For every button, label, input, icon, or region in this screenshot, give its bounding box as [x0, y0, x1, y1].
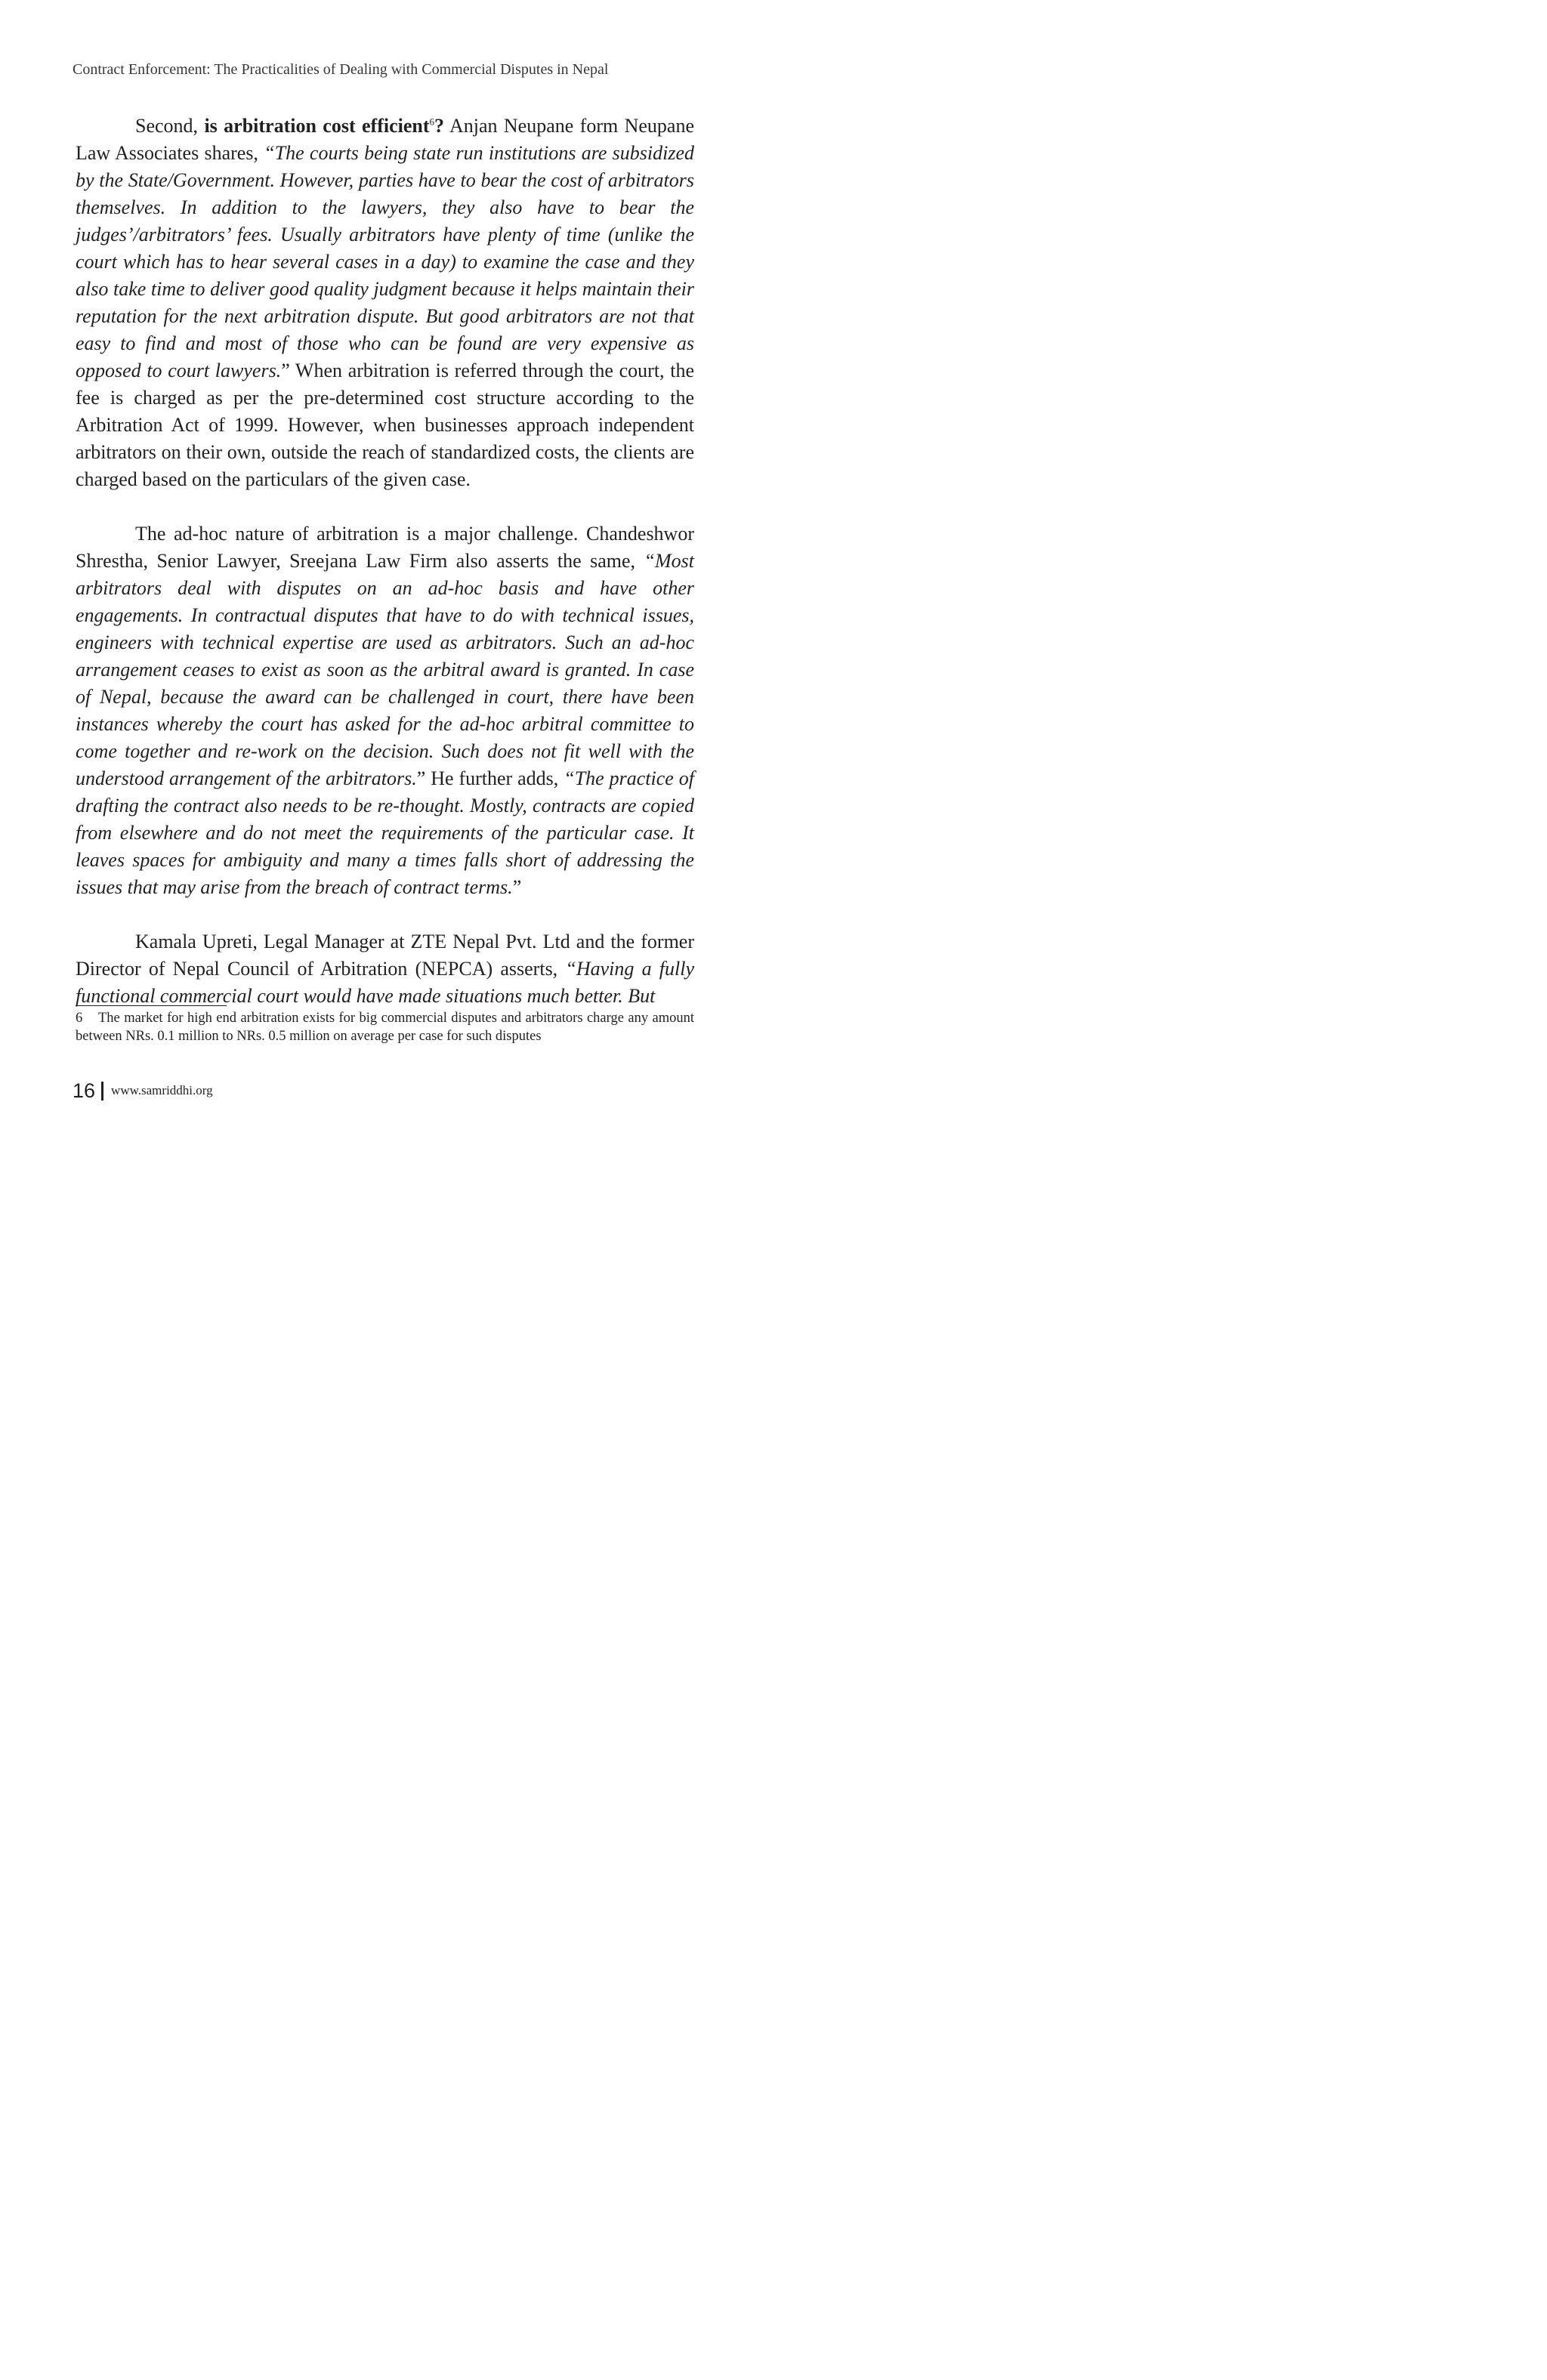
question-text: is arbitration cost efficient: [204, 115, 430, 137]
paragraph-text: [76, 928, 694, 1010]
emphasis-question: [204, 115, 444, 137]
paragraph-lead: The ad-hoc nature of arbitration is a major challenge. Chandeshwor Shrestha, Senior Lawyer, Sreejana Law Firm also asserts the same,: [76, 523, 694, 572]
quotation-shrestha-second: “The practice of drafting the contract also needs to be re-thought. Mostly, contracts are copied from elsewhere and do not meet the requirements of the particular case. It leaves spaces for ambiguity and many a times falls short of addressing the issues that may arise from the breach of contract terms.: [76, 767, 694, 898]
quotation-shrestha-first: “Most arbitrators deal with disputes on an ad-hoc basis and have other engagements. In contractual disputes that have to do with technical issues, engineers with technical expertise are used as arbitrators. Such an ad-hoc arrangement ceases to exist as soon as the arbitral award is granted. In case of Nepal, because the award can be challenged in court, there have been instances whereby the court has asked for the ad-hoc arbitral committee to come together and re-work on the decision. Such does not fit well with the understood arrangement of the arbitrators.: [76, 550, 694, 789]
quote-bridge: ” He further adds,: [416, 767, 564, 789]
paragraph-lead: Kamala Upreti, Legal Manager at ZTE Nepal Pvt. Ltd and the former Director of Nepal Council of Arbitration (NEPCA) asserts,: [76, 931, 694, 980]
paragraph-arbitration-cost: [76, 113, 694, 493]
paragraph-text: [76, 113, 694, 493]
running-header: Contract Enforcement: The Practicalities of Dealing with Commercial Disputes in Nepal: [73, 61, 609, 78]
paragraph-continuation: ” When arbitration is referred through the court, the fee is charged as per the pre-determined cost structure according to the Arbitration Act of 1999. However, when businesses approach independent arbitrators on their own, outside the reach of standardized costs, the clients are charged based on the particulars of the given case.: [76, 360, 694, 490]
footnote-reference[interactable]: 6: [429, 116, 435, 128]
quotation-neupane: “The courts being state run institutions are subsidized by the State/Government. However, parties have to bear the cost of arbitrators themselves. In addition to the lawyers, they also have to bear the judges’/arbitrators’ fees. Usually arbitrators have plenty of time (unlike the court which has to hear several cases in a day) to examine the case and they also take time to deliver good quality judgment because it helps maintain their reputation for the next arbitration dispute. But good arbitrators are not that easy to find and most of those who can be found are very expensive as opposed to court lawyers.: [76, 142, 694, 381]
quotation-upreti: “Having a fully functional commercial court would have made situations much better. But: [76, 958, 694, 1007]
paragraph-ad-hoc-nature: [76, 520, 694, 901]
footer-separator: [101, 1082, 103, 1100]
footnote-number: 6: [76, 1011, 83, 1026]
paragraph-lead: Second,: [135, 115, 205, 137]
website-link[interactable]: www.samriddhi.org: [111, 1083, 213, 1097]
page-footer: [73, 1076, 213, 1106]
closing-quote-mark: ”: [512, 876, 522, 898]
paragraph-text: [76, 520, 694, 901]
page-number: 16: [73, 1079, 96, 1102]
footnote-divider: [76, 1005, 227, 1006]
paragraph-upreti: [76, 928, 694, 1010]
footnote: [76, 1009, 694, 1045]
question-mark: ?: [434, 115, 445, 137]
footnote-text: The market for high end arbitration exists for big commercial disputes and arbitrators charge any amount between NRs. 0.1 million to NRs. 0.5 million on average per case for such disputes: [76, 1011, 694, 1044]
quote-attribution: Anjan Neupane form Neupane Law Associates shares,: [76, 115, 694, 164]
